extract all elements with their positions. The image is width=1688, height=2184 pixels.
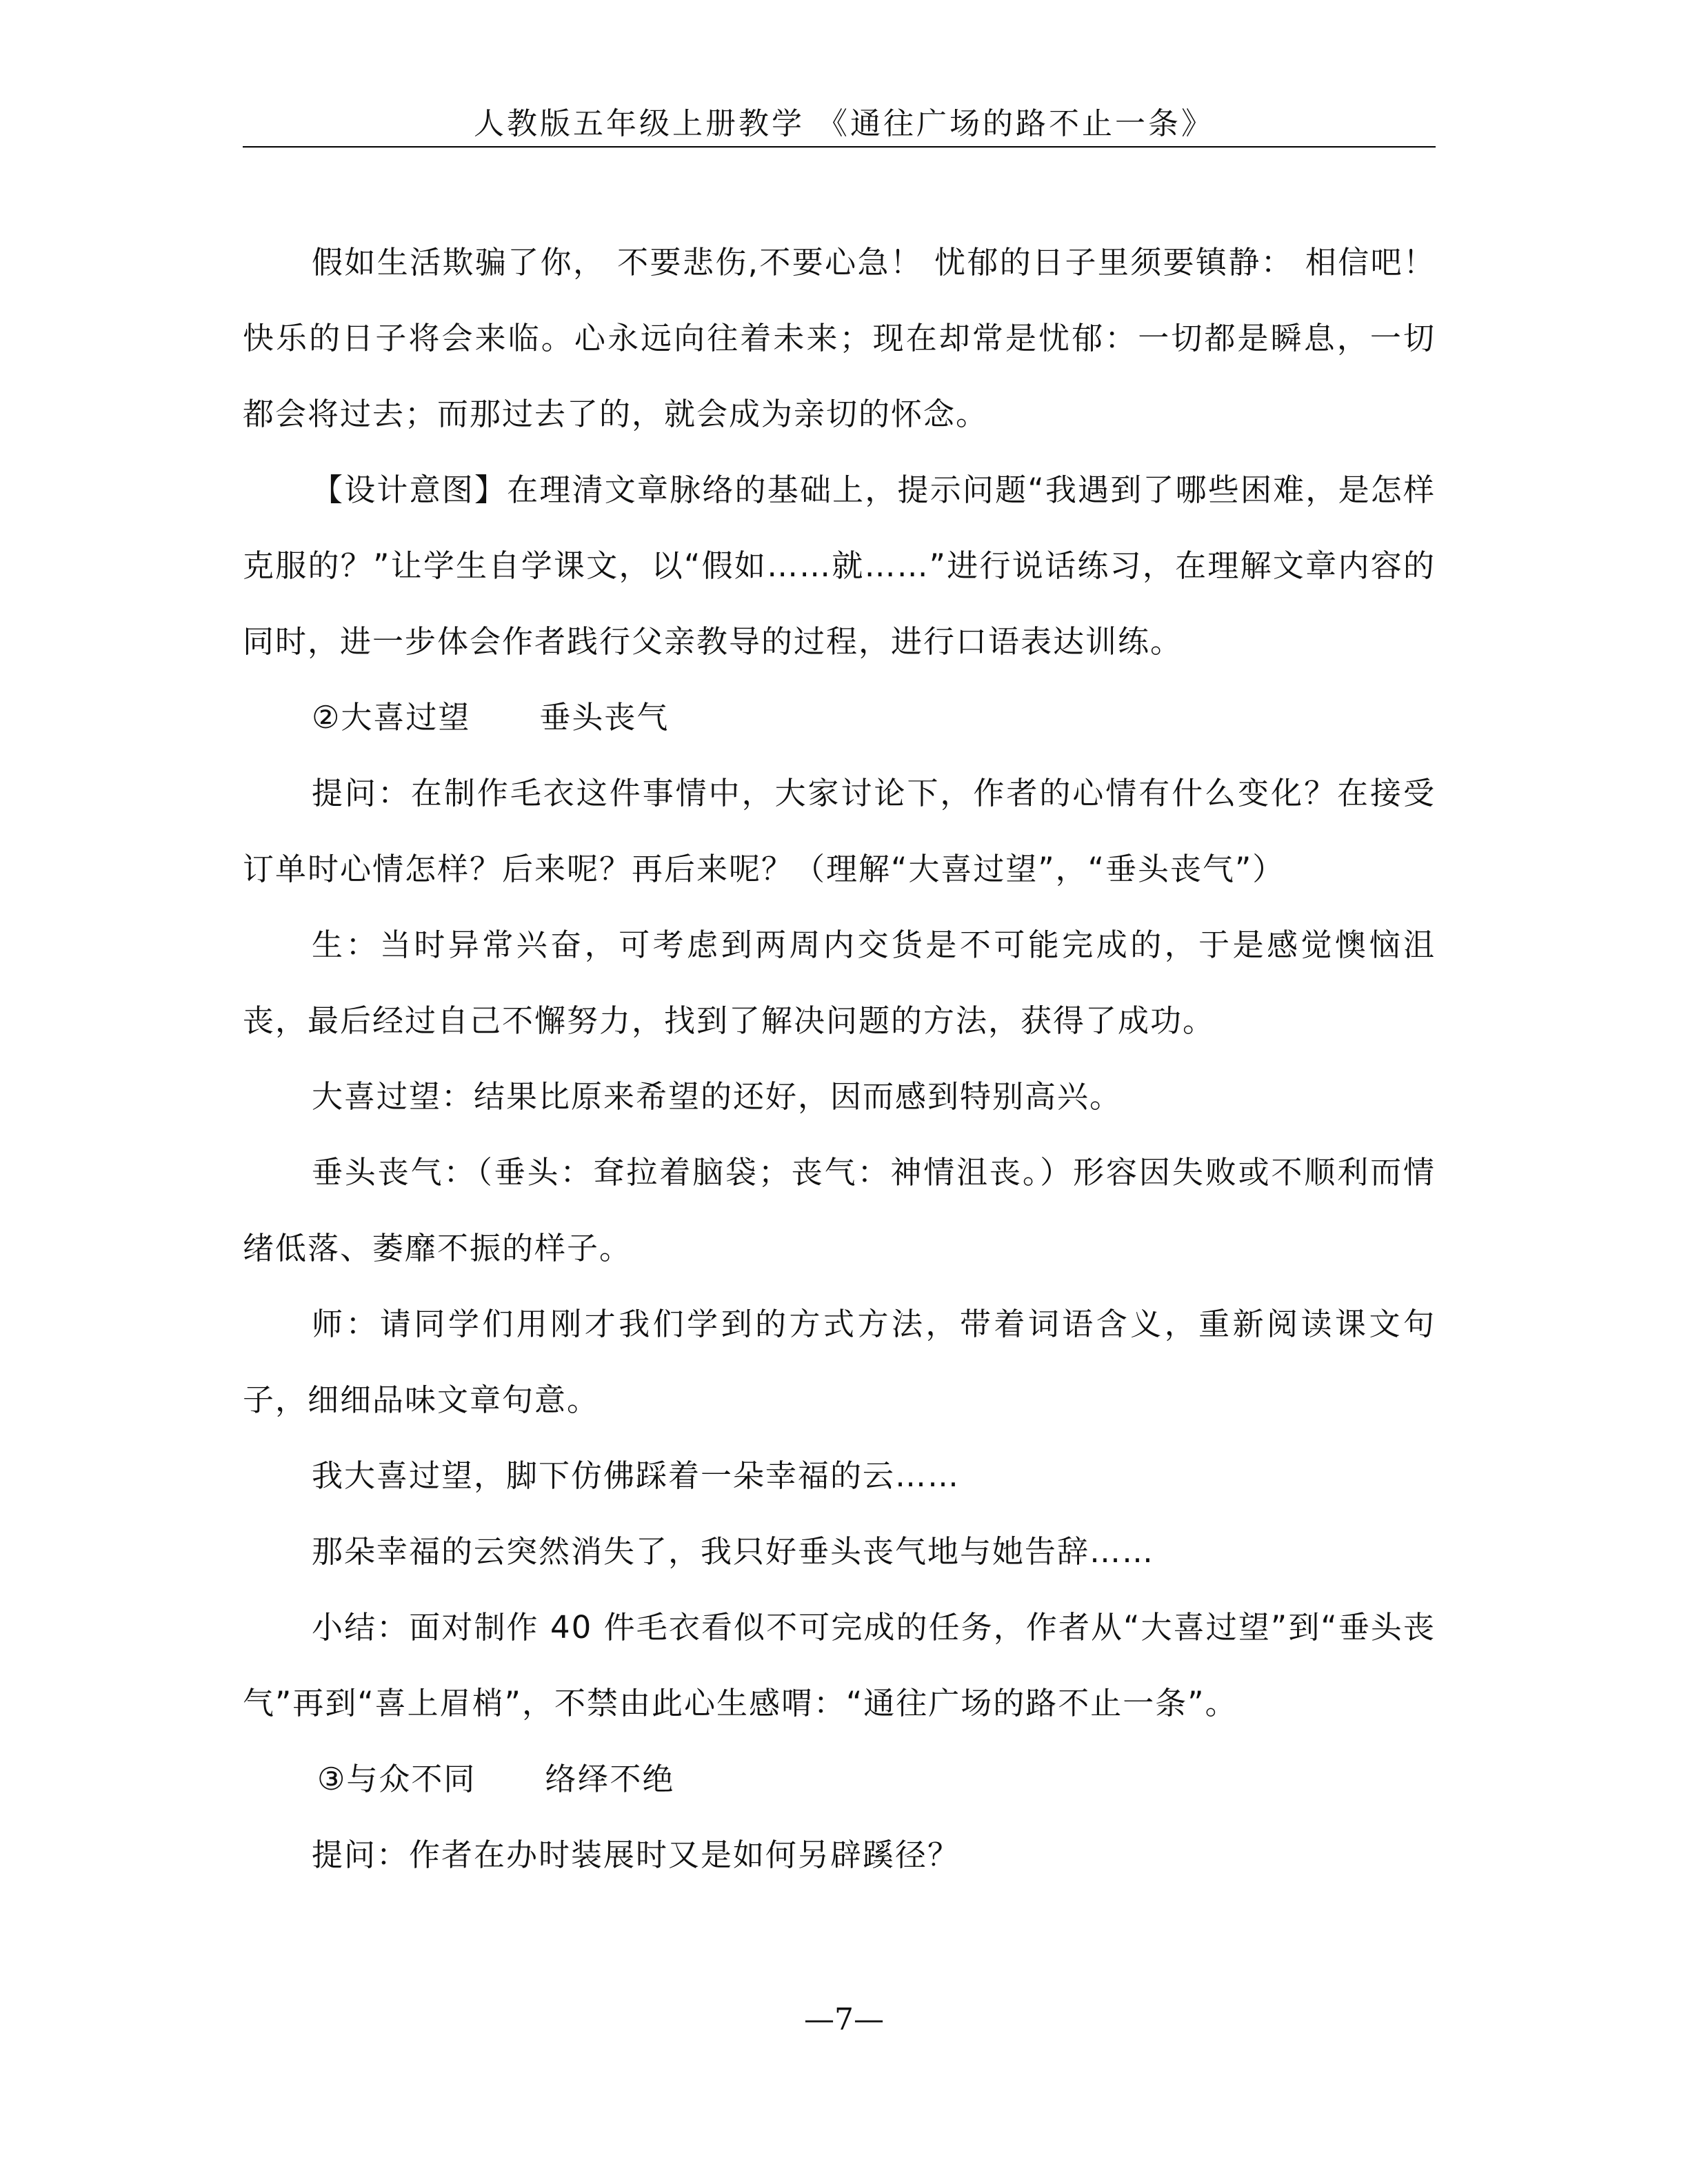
poem-paragraph: 假如生活欺骗了你， 不要悲伤,不要心急！ 忧郁的日子里须要镇静： 相信吧！快乐的日子将会来临。心永远向往着未来；现在却常是忧郁：一切都是瞬息，一切都会将过去；而那过去了的，就会成为亲切的怀念。 <box>243 244 1436 432</box>
document-header-title: 人教版五年级上册教学 《通往广场的路不止一条》 <box>474 106 1214 141</box>
section-heading-2 <box>243 680 1436 756</box>
section-2-term-2: 垂头丧气 <box>539 699 670 736</box>
section-3-term-1: ③与众不同 <box>317 1761 476 1797</box>
page-number: —7— <box>804 2002 884 2037</box>
definition-chuitousangqi: 垂头丧气：（垂头：耷拉着脑袋；丧气：神情沮丧。）形容因失败或不顺利而情绪低落、萎靡不振的样子。 <box>243 1154 1436 1266</box>
question-paragraph: 提问：在制作毛衣这件事情中，大家讨论下，作者的心情有什么变化？在接受订单时心情怎样？后来呢？再后来呢？（理解“大喜过望”，“垂头丧气”） <box>243 775 1436 887</box>
document-body <box>243 225 1436 1893</box>
section-2-term-1: ②大喜过望 <box>312 699 471 736</box>
section-heading-3 <box>243 1741 1436 1817</box>
student-answer-paragraph: 生：当时异常兴奋，可考虑到两周内交货是不可能完成的，于是感觉懊恼沮丧，最后经过自己不懈努力，找到了解决问题的方法，获得了成功。 <box>243 927 1436 1039</box>
quote-sentence-2: 那朵幸福的云突然消失了，我只好垂头丧气地与她告辞…… <box>312 1533 1155 1570</box>
definition-daxiguowang: 大喜过望：结果比原来希望的还好，因而感到特别高兴。 <box>312 1078 1123 1115</box>
summary-paragraph: 小结：面对制作 40 件毛衣看似不可完成的任务，作者从“大喜过望”到“垂头丧气”再到“喜上眉梢”，不禁由此心生感喟：“通往广场的路不止一条”。 <box>243 1609 1436 1721</box>
teacher-instruction-paragraph: 师：请同学们用刚才我们学到的方式方法，带着词语含义，重新阅读课文句子，细细品味文章句意。 <box>243 1306 1436 1418</box>
section-3-term-2: 络绎不绝 <box>545 1761 675 1797</box>
quote-sentence-1: 我大喜过望，脚下仿佛踩着一朵幸福的云…… <box>312 1457 961 1494</box>
design-intent-paragraph: 【设计意图】在理清文章脉络的基础上，提示问题“我遇到了哪些困难，是怎样克服的？”让学生自学课文，以“假如……就……”进行说话练习，在理解文章内容的同时，进一步体会作者践行父亲教导的过程，进行口语表达训练。 <box>243 472 1436 660</box>
header-divider <box>243 146 1436 148</box>
final-question-paragraph: 提问：作者在办时装展时又是如何另辟蹊径？ <box>312 1837 961 1873</box>
